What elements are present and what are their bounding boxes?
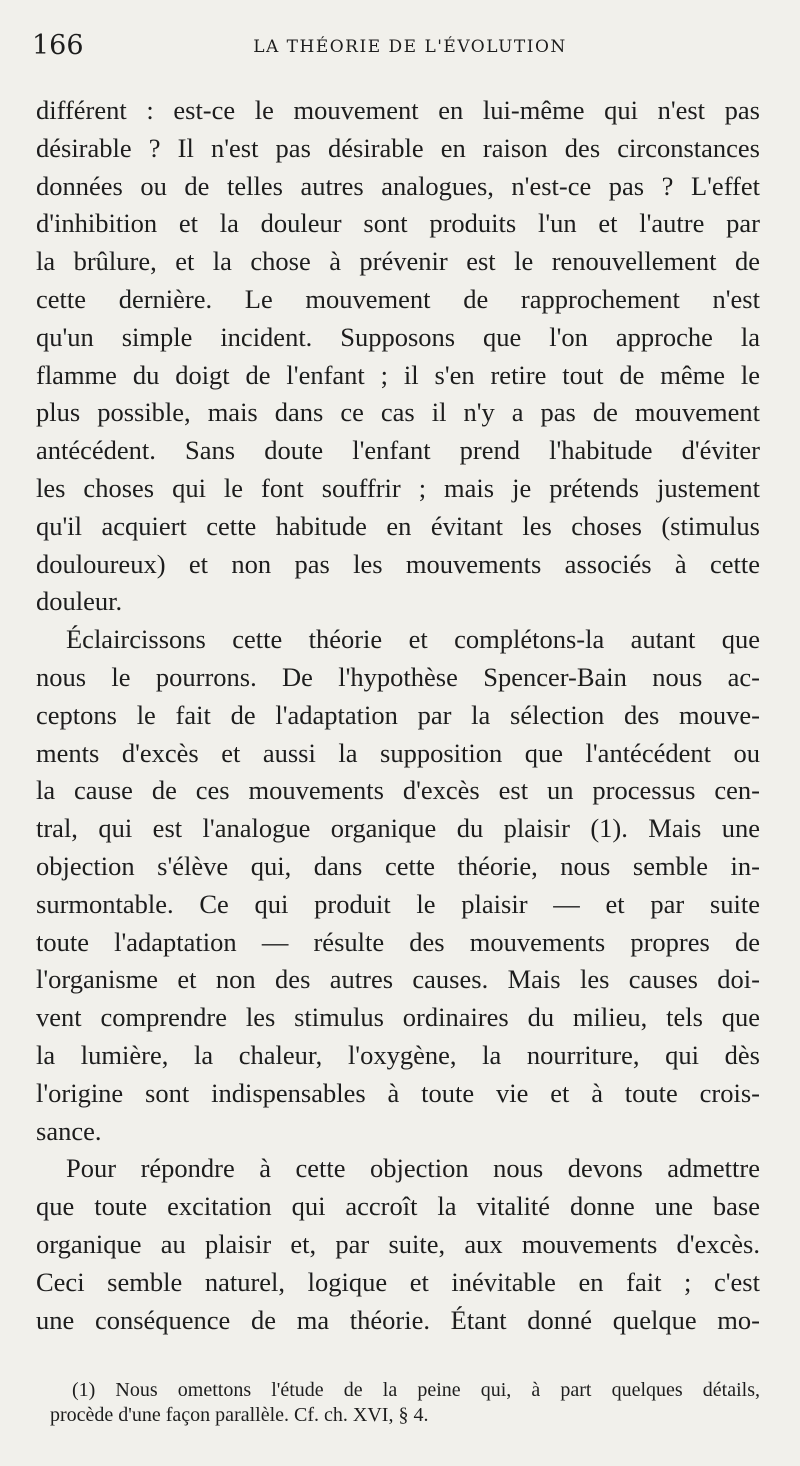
text-line: plus possible, mais dans ce cas il n'y a pas de mouvement bbox=[36, 397, 760, 428]
text-line: qu'il acquiert cette habitude en évitant les choses (stimulus bbox=[36, 510, 760, 541]
text-line: tral, qui est l'analogue organique du plaisir (1). Mais une bbox=[36, 813, 760, 844]
footnote-line: (1) Nous omettons l'étude de la peine qui, à part quelques détails, bbox=[72, 1379, 760, 1401]
text-line: une conséquence de ma théorie. Étant donné quelque mo- bbox=[36, 1304, 760, 1335]
text-line: ments d'excès et aussi la supposition que l'antécédent ou bbox=[36, 737, 760, 768]
text-line: l'organisme et non des autres causes. Mais les causes doi- bbox=[36, 964, 760, 995]
text-line: douleur. bbox=[36, 586, 123, 617]
text-line: Ceci semble naturel, logique et inévitable en fait ; c'est bbox=[36, 1266, 760, 1297]
text-line: flamme du doigt de l'enfant ; il s'en retire tout de même le bbox=[36, 359, 760, 390]
text-line: douloureux) et non pas les mouvements associés à cette bbox=[36, 548, 760, 579]
text-line: l'origine sont indispensables à toute vie et à toute crois- bbox=[36, 1077, 760, 1108]
text-line: Pour répondre à cette objection nous devons admettre bbox=[66, 1153, 760, 1184]
text-line: antécédent. Sans doute l'enfant prend l'habitude d'éviter bbox=[36, 435, 760, 466]
footnote bbox=[50, 1378, 760, 1428]
text-line: la cause de ces mouvements d'excès est un processus cen- bbox=[36, 775, 760, 806]
text-line: Éclaircissons cette théorie et complétons-la autant que bbox=[66, 624, 760, 655]
text-line: qu'un simple incident. Supposons que l'on approche la bbox=[36, 321, 760, 352]
text-line: la brûlure, et la chose à prévenir est le renouvellement de bbox=[36, 246, 760, 277]
text-line: la lumière, la chaleur, l'oxygène, la nourriture, qui dès bbox=[36, 1039, 760, 1070]
page-number: 166 bbox=[32, 30, 84, 61]
text-line: cette dernière. Le mouvement de rapprochement n'est bbox=[36, 283, 760, 314]
text-line: que toute excitation qui accroît la vitalité donne une base bbox=[36, 1191, 760, 1222]
text-line: données ou de telles autres analogues, n'est-ce pas ? L'effet bbox=[36, 170, 760, 201]
text-line: organique au plaisir et, par suite, aux mouvements d'excès. bbox=[36, 1228, 760, 1259]
text-line: objection s'élève qui, dans cette théorie, nous semble in- bbox=[36, 850, 760, 881]
running-title: LA THÉORIE DE L'ÉVOLUTION bbox=[253, 37, 567, 57]
text-line: toute l'adaptation — résulte des mouvements propres de bbox=[36, 926, 760, 957]
text-line: d'inhibition et la douleur sont produits l'un et l'autre par bbox=[36, 208, 760, 239]
footnote-line: procède d'une façon parallèle. Cf. ch. XVI, § 4. bbox=[50, 1404, 429, 1426]
text-line: sance. bbox=[36, 1115, 102, 1146]
text-line: ceptons le fait de l'adaptation par la sélection des mouve- bbox=[36, 699, 760, 730]
text-line: différent : est-ce le mouvement en lui-même qui n'est pas bbox=[36, 95, 760, 125]
text-line: nous le pourrons. De l'hypothèse Spencer-Bain nous ac- bbox=[36, 661, 760, 692]
body-text bbox=[36, 92, 760, 1339]
text-line: les choses qui le font souffrir ; mais je prétends justement bbox=[36, 472, 760, 503]
text-line: surmontable. Ce qui produit le plaisir — et par suite bbox=[36, 888, 760, 919]
text-line: vent comprendre les stimulus ordinaires du milieu, tels que bbox=[36, 1002, 760, 1033]
text-line: désirable ? Il n'est pas désirable en raison des circonstances bbox=[36, 132, 760, 163]
